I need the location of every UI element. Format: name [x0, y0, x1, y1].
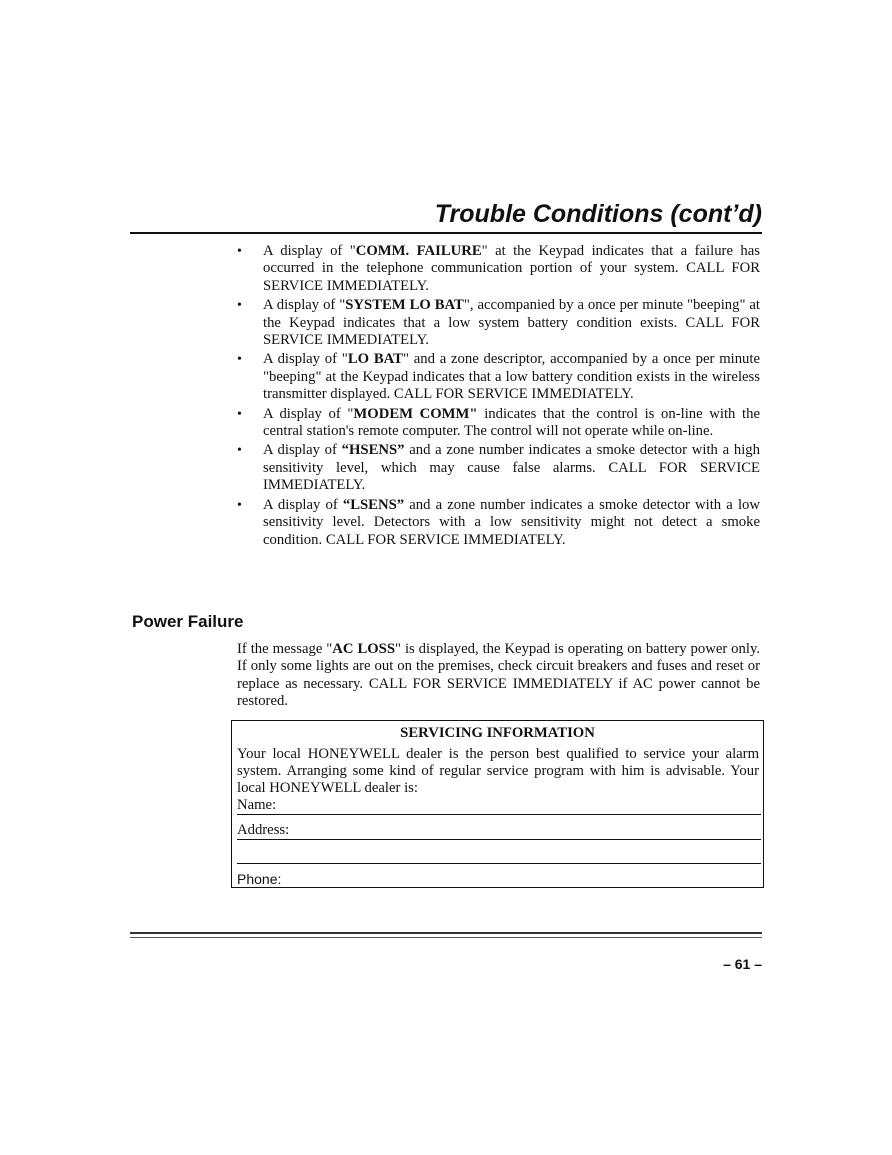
name-label: Name:: [237, 797, 277, 813]
list-item-comm-failure: • A display of "COMM. FAILURE" at the Keypad indicates that a failure has occurred in the telephone communication portion of your system. CALL FOR SERVICE IMMEDIATELY.: [263, 243, 760, 295]
footer-divider: [130, 932, 762, 934]
display-code: COMM. FAILURE: [355, 243, 482, 259]
section-heading-power-failure: Power Failure: [132, 612, 244, 631]
address-field-line: [237, 822, 761, 840]
title-divider: [130, 232, 762, 234]
footer-divider-secondary: [130, 937, 762, 938]
power-failure-paragraph: If the message "AC LOSS" is displayed, the Keypad is operating on battery power only. If only some lights are out on the premises, check circuit breakers and fuses and reset or replace as necessary. CALL FOR SERVICE IMMEDIATELY if AC power cannot be restored.: [237, 641, 761, 710]
display-code: “LSENS”: [342, 496, 405, 513]
list-item-lo-bat: • A display of "LO BAT" and a zone descriptor, accompanied by a once per minute "beeping" at the Keypad indicates that a low battery condition exists in the wireless transmitter displayed. CALL FOR SERVICE IMMEDIATELY.: [263, 351, 760, 403]
box-heading: SERVICING INFORMATION: [400, 725, 595, 741]
address-label: Address:: [237, 822, 290, 838]
name-field-line: [237, 797, 761, 815]
display-code: LO BAT: [347, 351, 403, 368]
box-text: Your local HONEYWELL dealer is the person best qualified to service your alarm system. Arranging some kind of regular service program with him is advisable. Your local HONEYWELL dealer is:: [237, 746, 759, 796]
display-code: MODEM COMM": [353, 405, 478, 422]
trouble-conditions-list: [263, 243, 760, 551]
phone-label: Phone:: [237, 871, 282, 887]
display-code: AC LOSS: [332, 641, 396, 657]
display-code: “HSENS”: [341, 442, 405, 459]
list-item-hsens: • A display of “HSENS” and a zone number indicates a smoke detector with a high sensitivity level, which may cause false alarms. CALL FOR SERVICE IMMEDIATELY.: [263, 442, 760, 494]
servicing-information-box: [231, 720, 764, 888]
list-item-system-lo-bat: • A display of "SYSTEM LO BAT", accompanied by a once per minute "beeping" at the Keypad indicates that a low system battery condition exists. CALL FOR SERVICE IMMEDIATELY.: [263, 297, 760, 349]
display-code: SYSTEM LO BAT: [345, 297, 464, 314]
page-title: Trouble Conditions (cont’d): [434, 200, 762, 228]
page-number: – 61 –: [723, 956, 762, 972]
list-item-lsens: • A display of “LSENS” and a zone number indicates a smoke detector with a low sensitivity level. Detectors with a low sensitivity might not detect a smoke condition. CALL FOR SERVICE IMMEDIATELY.: [263, 497, 760, 549]
list-item-modem-comm: • A display of "MODEM COMM" indicates that the control is on-line with the central station's remote computer. The control will not operate while on-line.: [263, 406, 760, 441]
address-continuation-line: [237, 846, 761, 864]
phone-field-line: [237, 871, 763, 888]
